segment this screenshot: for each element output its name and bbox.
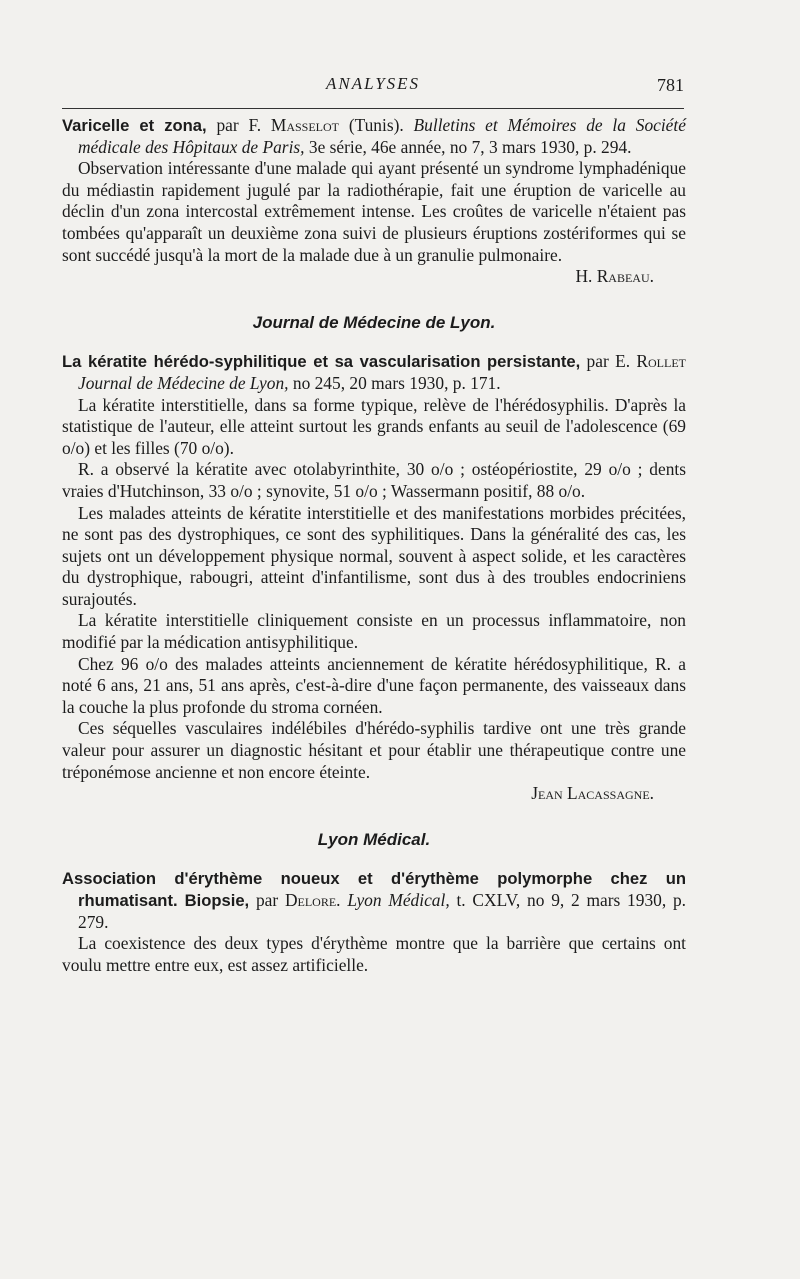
article-3-by: par <box>255 890 279 910</box>
article-1-by: par <box>216 115 239 135</box>
article-3-citation <box>62 868 686 933</box>
article-3-author: Delore. <box>284 890 341 910</box>
article-2-paragraph: Chez 96 o/o des malades atteints anciennement de kératite hérédosyphilitique, R. a noté 6 ans, 21 ans, 51 ans après, c'est-à-dire d'une façon permanente, des vaisseaux dans la couche la plus profonde du stroma cornéen. <box>62 653 686 717</box>
article-1-body: Observation intéressante d'une malade qui ayant présenté un syndrome lymphadénique du médiastin rapidement jugulé par la radiothérapie, fait une éruption de varicelle au déclin d'un zona intercostal extrêmement intense. Les croûtes de varicelle n'étaient pas tombées qu'apparaît un deuxième zona suivi de plusieurs éruptions zostériformes qui se sont succédé jusqu'à la mort de la malade due à un granulie pulmonaire. <box>62 158 686 265</box>
article-3-journal: Lyon Médical, <box>347 890 450 910</box>
article-2-journal: Journal de Médecine de Lyon, <box>78 372 289 393</box>
article-1-location: (Tunis). <box>348 115 404 135</box>
article-1-details: 3e série, 46e année, no 7, 3 mars 1930, p. 294. <box>308 136 632 157</box>
article-2-citation <box>62 351 686 394</box>
article-2-paragraph: R. a observé la kératite avec otolabyrinthite, 30 o/o ; ostéopériostite, 29 o/o ; dents vraies d'Hutchinson, 33 o/o ; synovite, 51 o/o ; Wassermann positif, 88 o/o. <box>62 459 686 501</box>
article-1-signature: H. Rabeau. <box>575 266 654 287</box>
article-2-author: E. Rollet <box>615 351 686 372</box>
article-2-title: La kératite hérédo-syphilitique et sa vascularisation persistante, <box>62 352 581 372</box>
article-2-paragraph: Les malades atteints de kératite interstitielle et des manifestations morbides précitées, ne sont pas des dystrophiques, ce sont des syphilitiques. Dans la généralité des cas, les sujets ont un développement physique normal, souvent à aspect solide, et les caractères du dystrophique, rabougri, atteint d'infantilisme, sont dus à des troubles endocriniens surajoutés. <box>62 502 686 609</box>
article-1-journal: Bulletins et Mémoires de la Société médicale des Hôpitaux de Paris, <box>78 115 686 157</box>
page-header <box>62 72 684 109</box>
article-3-details: t. CXLV, no 9, 2 mars 1930, p. 279. <box>78 890 687 932</box>
article-2-by: par <box>586 351 609 372</box>
article-2-paragraph: Ces séquelles vasculaires indélébiles d'hérédo-syphilis tardive ont une très grande valeur pour assurer un diagnostic hésitant et pour établir une thérapeutique contre une tréponémose ancienne et non encore éteinte. <box>62 718 686 782</box>
article-2-paragraph: La kératite interstitielle cliniquement consiste en un processus inflammatoire, non modifié par la médication antisyphilitique. <box>62 610 686 653</box>
article-2-details: no 245, 20 mars 1930, p. 171. <box>292 372 501 393</box>
page-content <box>62 115 686 976</box>
page-number: 781 <box>657 75 684 95</box>
running-title: ANALYSES <box>325 74 421 93</box>
article-3-body: La coexistence des deux types d'érythème montre que la barrière que certains ont voulu mettre entre eux, est assez artificielle. <box>62 933 686 975</box>
journal-heading-lyon: Journal de Médecine de Lyon. <box>252 312 496 332</box>
journal-heading-lyon-medical: Lyon Médical. <box>317 829 431 849</box>
article-2-paragraph: La kératite interstitielle, dans sa forme typique, relève de l'hérédosyphilis. D'après la statistique de l'auteur, elle atteint surtout les grands enfants au seuil de l'adolescence (69 o/o) et les filles (70 o/o). <box>62 394 686 458</box>
article-1-citation <box>62 115 686 158</box>
article-1-author: F. Masselot <box>248 115 340 135</box>
article-2-signature: Jean Lacassagne. <box>531 783 654 804</box>
article-1-title: Varicelle et zona, <box>62 116 207 135</box>
article-3-title: Association d'érythème noueux et d'érythème polymorphe chez un rhumatisant. Biopsie, <box>62 869 686 910</box>
